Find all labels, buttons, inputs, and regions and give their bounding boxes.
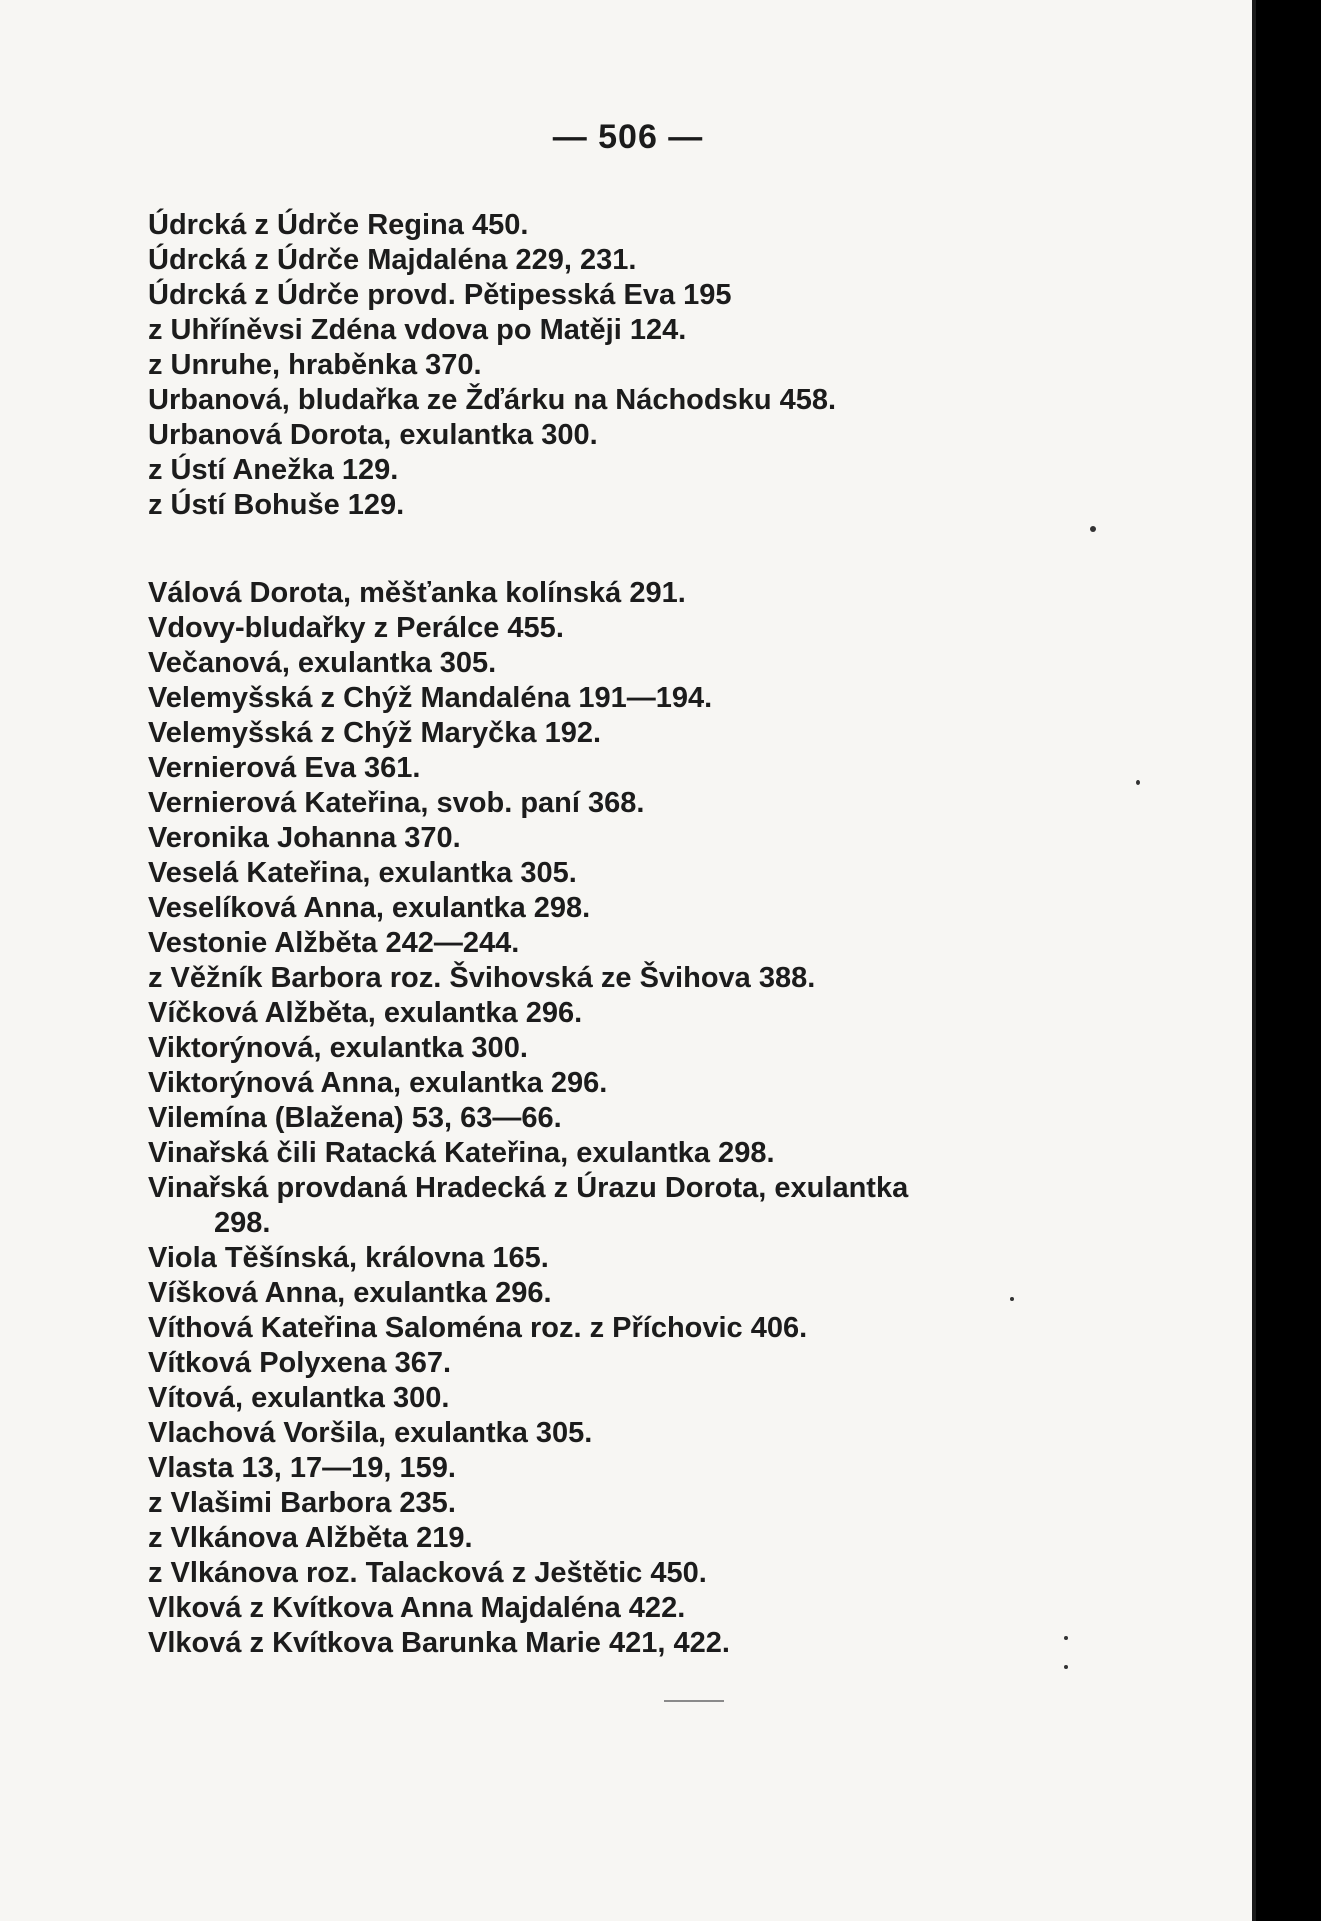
bottom-rule: [664, 1700, 724, 1702]
index-entry: Vlková z Kvítkova Barunka Marie 421, 422.: [148, 1627, 730, 1659]
scan-edge: [1256, 0, 1321, 1921]
index-entry: Vítková Polyxena 367.: [148, 1347, 452, 1379]
index-entry: Veronika Johanna 370.: [148, 822, 461, 854]
index-entry: Veselíková Anna, exulantka 298.: [148, 892, 591, 924]
ink-speck: [1064, 1665, 1068, 1669]
index-entry: Vestonie Alžběta 242—244.: [148, 927, 520, 959]
index-entry: Víčková Alžběta, exulantka 296.: [148, 997, 583, 1029]
index-entry: Vilemína (Blažena) 53, 63—66.: [148, 1102, 562, 1134]
index-entry: Válová Dorota, měšťanka kolínská 291.: [148, 577, 686, 609]
index-entry: Údrcká z Údrče Majdaléna 229, 231.: [148, 244, 637, 276]
index-entry: Urbanová, bludařka ze Žďárku na Náchodsku 458.: [148, 384, 837, 416]
index-entry: Veselá Kateřina, exulantka 305.: [148, 857, 577, 889]
ink-speck: [1064, 1636, 1068, 1640]
index-entry: z Vlašimi Barbora 235.: [148, 1487, 456, 1519]
index-entry: Vernierová Eva 361.: [148, 752, 421, 784]
index-entry: Velemyšská z Chýž Mandaléna 191—194.: [148, 682, 713, 714]
ink-speck: [1136, 780, 1140, 785]
index-entry: z Ústí Anežka 129.: [148, 454, 399, 486]
index-entry: z Ústí Bohuše 129.: [148, 489, 405, 521]
page-number: — 506 —: [552, 118, 704, 156]
index-entries: [148, 208, 1208, 1661]
index-entry: Víthová Kateřina Saloména roz. z Příchovic 406.: [148, 1312, 808, 1344]
index-entry: Vdovy-bludařky z Perálce 455.: [148, 612, 564, 644]
index-entry: Večanová, exulantka 305.: [148, 647, 497, 679]
index-entry: Vinařská provdaná Hradecká z Úrazu Dorota, exulantka: [148, 1172, 909, 1204]
index-entry: Urbanová Dorota, exulantka 300.: [148, 419, 598, 451]
section-gap: [148, 523, 1208, 576]
index-entry: Údrcká z Údrče provd. Pětipesská Eva 195: [148, 279, 732, 311]
index-entry: Víšková Anna, exulantka 296.: [148, 1277, 552, 1309]
index-entry: Vítová, exulantka 300.: [148, 1382, 450, 1414]
index-entry: Vernierová Kateřina, svob. paní 368.: [148, 787, 645, 819]
index-entry: Vlachová Voršila, exulantka 305.: [148, 1417, 593, 1449]
section-u: [148, 208, 1208, 523]
index-entry-continuation: 298.: [214, 1207, 271, 1239]
ink-speck: [1010, 1297, 1014, 1301]
index-entry: Viola Těšínská, královna 165.: [148, 1242, 549, 1274]
index-entry: Velemyšská z Chýž Maryčka 192.: [148, 717, 602, 749]
index-entry: Údrcká z Údrče Regina 450.: [148, 209, 529, 241]
ink-speck: [1090, 526, 1096, 532]
index-entry: Viktorýnová Anna, exulantka 296.: [148, 1067, 608, 1099]
index-entry: z Věžník Barbora roz. Švihovská ze Švihova 388.: [148, 962, 816, 994]
index-entry: Vlková z Kvítkova Anna Majdaléna 422.: [148, 1592, 686, 1624]
index-entry: Viktorýnová, exulantka 300.: [148, 1032, 528, 1064]
index-entry: z Vlkánova roz. Talacková z Ještětic 450.: [148, 1557, 707, 1589]
index-entry: Vlasta 13, 17—19, 159.: [148, 1452, 456, 1484]
index-entry: z Unruhe, hraběnka 370.: [148, 349, 482, 381]
index-entry: z Vlkánova Alžběta 219.: [148, 1522, 473, 1554]
index-entry: z Uhříněvsi Zdéna vdova po Matěji 124.: [148, 314, 687, 346]
section-v: [148, 576, 1208, 1661]
index-entry: Vinařská čili Ratacká Kateřina, exulantka 298.: [148, 1137, 775, 1169]
